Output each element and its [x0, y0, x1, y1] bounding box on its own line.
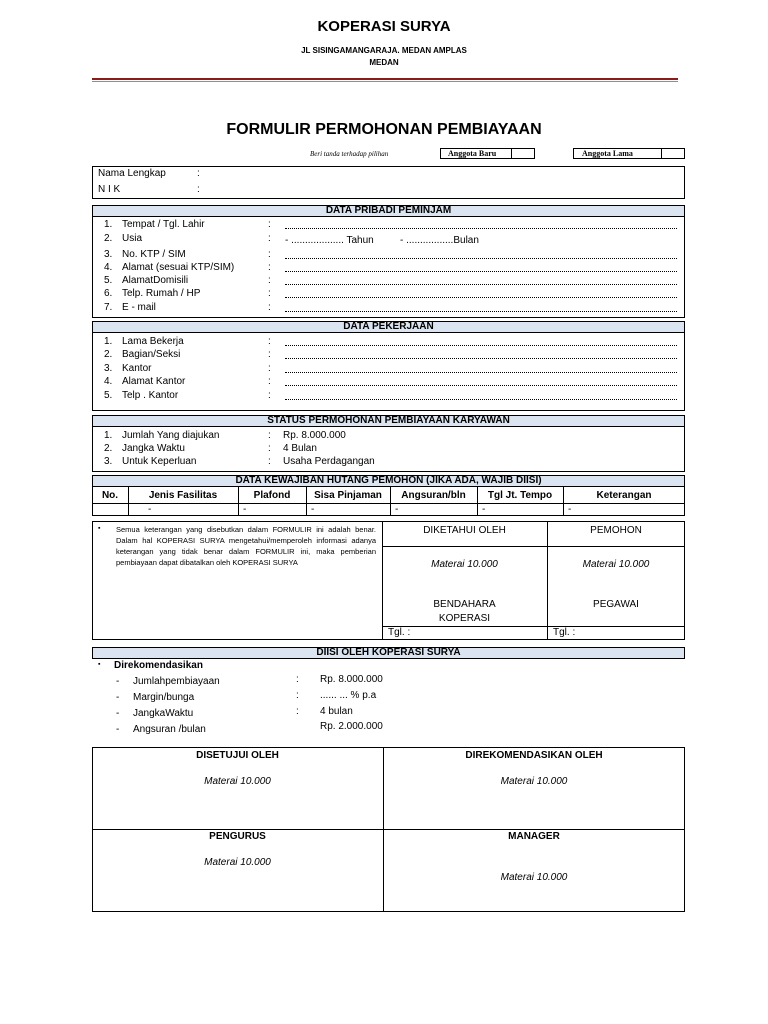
disetujui-label: DISETUJUI OLEH [196, 750, 279, 761]
status-value-1: Rp. 8.000.000 [283, 430, 346, 441]
rekom-colon-1: : [296, 674, 299, 685]
hutang-cell[interactable]: - [311, 504, 315, 515]
pekerjaan-num-2: 2. [104, 349, 113, 360]
pribadi-colon-1: : [268, 219, 271, 230]
pribadi-label-3: No. KTP / SIM [122, 249, 186, 260]
section-hutang-title: DATA KEWAJIBAN HUTANG PEMOHON (JIKA ADA, WAJIB DIISI) [92, 475, 685, 487]
hutang-cell[interactable]: - [243, 504, 247, 515]
pribadi-field-1[interactable] [285, 221, 677, 229]
pekerjaan-colon-5: : [268, 390, 271, 401]
pekerjaan-field-5[interactable] [285, 392, 677, 400]
pribadi-num-6: 6. [104, 288, 113, 299]
org-name: KOPERASI SURYA [317, 18, 451, 35]
materai-manager: Materai 10.000 [500, 872, 568, 883]
rekom-colon-3: : [296, 706, 299, 717]
status-value-3: Usaha Perdagangan [283, 456, 375, 467]
pribadi-field-5[interactable] [285, 277, 677, 285]
hutang-col-header: Tgl Jt. Tempo [487, 490, 553, 501]
status-colon-3: : [268, 456, 271, 467]
status-value-2: 4 Bulan [283, 443, 317, 454]
pengurus-label: PENGURUS [209, 831, 266, 842]
dash-icon: - [116, 692, 120, 703]
pribadi-label-2: Usia [122, 233, 143, 244]
hutang-col-header: Sisa Pinjaman [314, 490, 382, 501]
materai-diketahui: Materai 10.000 [431, 559, 498, 570]
rekom-value-3: 4 bulan [320, 706, 353, 717]
status-num-1: 1. [104, 430, 113, 441]
rekom-label-4: Angsuran /bulan [133, 724, 206, 735]
status-num-3: 3. [104, 456, 113, 467]
nik-label: N I K [98, 184, 121, 195]
section-pribadi-title: DATA PRIBADI PEMINJAM [92, 205, 685, 217]
pekerjaan-label-2: Bagian/Seksi [122, 349, 181, 360]
choice-hint: Beri tanda terhadap pilihan [310, 150, 389, 158]
pribadi-colon-2: : [268, 233, 271, 244]
pribadi-colon-7: : [268, 302, 271, 313]
bullet-icon: ▪ [98, 525, 101, 532]
pribadi-label-7: E - mail [122, 302, 156, 313]
pekerjaan-colon-2: : [268, 349, 271, 360]
header-divider-bottom [92, 81, 678, 82]
pekerjaan-num-5: 5. [104, 390, 113, 401]
pribadi-colon-6: : [268, 288, 271, 299]
pekerjaan-label-4: Alamat Kantor [122, 376, 186, 387]
pribadi-field-7[interactable] [285, 304, 677, 312]
pribadi-field-6[interactable] [285, 290, 677, 298]
materai-direkomendasikan: Materai 10.000 [500, 776, 568, 787]
diketahui-label: DIKETAHUI OLEH [423, 525, 506, 536]
pekerjaan-field-1[interactable] [285, 338, 677, 346]
form-title: FORMULIR PERMOHONAN PEMBIAYAAN [226, 121, 542, 138]
name-colon: : [197, 168, 200, 179]
tgl-diketahui-field[interactable]: Tgl. : [388, 627, 411, 638]
section-diisi-title: DIISI OLEH KOPERASI SURYA [92, 647, 685, 659]
hutang-cell[interactable]: - [148, 504, 152, 515]
option-anggota-lama-label: Anggota Lama [582, 149, 662, 158]
pribadi-field-3[interactable] [285, 251, 677, 259]
bendahara-label: BENDAHARA [433, 599, 496, 610]
option-anggota-baru-label: Anggota Baru [448, 149, 512, 158]
rekom-value-1: Rp. 8.000.000 [320, 674, 383, 685]
hutang-col-header: No. [101, 490, 119, 501]
rekom-value-4: Rp. 2.000.000 [320, 721, 383, 732]
bullet-icon: ▪ [98, 661, 101, 668]
pribadi-label-4: Alamat (sesuai KTP/SIM) [122, 262, 235, 273]
status-num-2: 2. [104, 443, 113, 454]
nik-colon: : [197, 184, 200, 195]
pekerjaan-colon-4: : [268, 376, 271, 387]
materai-pengurus: Materai 10.000 [204, 857, 271, 868]
pribadi-num-5: 5. [104, 275, 113, 286]
rekom-label-2: Margin/bunga [133, 692, 195, 703]
materai-disetujui: Materai 10.000 [204, 776, 271, 787]
pribadi-num-1: 1. [104, 219, 113, 230]
pribadi-num-3: 3. [104, 249, 113, 260]
pribadi-colon-5: : [268, 275, 271, 286]
rekom-label-3: JangkaWaktu [133, 708, 194, 719]
status-label-2: Jangka Waktu [122, 443, 185, 454]
pribadi-label-5: AlamatDomisili [122, 275, 189, 286]
status-colon-1: : [268, 430, 271, 441]
statement-divider [382, 626, 685, 627]
pekerjaan-num-3: 3. [104, 363, 113, 374]
bendahara-label-2: KOPERASI [438, 613, 491, 624]
option-anggota-baru[interactable] [440, 148, 535, 159]
status-label-1: Jumlah Yang diajukan [122, 430, 220, 441]
rekom-colon-2: : [296, 690, 299, 701]
hutang-col-header: Jenis Fasilitas [148, 490, 218, 501]
pribadi-label-6: Telp. Rumah / HP [122, 288, 201, 299]
pekerjaan-label-1: Lama Bekerja [122, 336, 184, 347]
approval-divider [92, 829, 685, 830]
option-anggota-lama[interactable] [573, 148, 685, 159]
dash-icon: - [116, 724, 120, 735]
name-label: Nama Lengkap [98, 168, 166, 179]
usia-bulan-field[interactable]: - .................Bulan [400, 235, 479, 246]
manager-label: MANAGER [508, 831, 560, 842]
hutang-cell[interactable]: - [482, 504, 486, 515]
section-status-title: STATUS PERMOHONAN PEMBIAYAAN KARYAWAN [92, 415, 685, 427]
pekerjaan-num-1: 1. [104, 336, 113, 347]
pribadi-num-4: 4. [104, 262, 113, 273]
pemohon-label: PEMOHON [590, 525, 642, 536]
hutang-col-header: Plafond [253, 490, 291, 501]
identity-box [92, 166, 685, 199]
pribadi-label-1: Tempat / Tgl. Lahir [122, 219, 205, 230]
statement-divider [547, 521, 548, 640]
rekom-value-2: ...... ... % p.a [320, 690, 377, 701]
org-address-line1: JL SISINGAMANGARAJA. MEDAN AMPLAS [301, 46, 467, 55]
statement-divider [382, 546, 685, 547]
pegawai-label: PEGAWAI [593, 599, 639, 610]
hutang-col-header: Keterangan [596, 490, 652, 501]
header-divider-top [92, 78, 678, 80]
pekerjaan-colon-1: : [268, 336, 271, 347]
status-label-3: Untuk Keperluan [122, 456, 197, 467]
dash-icon: - [116, 676, 120, 687]
direkomendasikan-label: DIREKOMENDASIKAN OLEH [465, 750, 603, 761]
pribadi-colon-4: : [268, 262, 271, 273]
pekerjaan-colon-3: : [268, 363, 271, 374]
pribadi-field-4[interactable] [285, 264, 677, 272]
hutang-row-divider [92, 503, 685, 504]
pekerjaan-label-3: Kantor [122, 363, 152, 374]
hutang-col-header: Angsuran/bln [401, 490, 466, 501]
section-pekerjaan-title: DATA PEKERJAAN [92, 321, 685, 333]
rekom-label-1: Jumlahpembiayaan [133, 676, 220, 687]
pekerjaan-field-3[interactable] [285, 365, 677, 373]
usia-tahun-field[interactable]: - ................... Tahun [285, 235, 374, 246]
pribadi-colon-3: : [268, 249, 271, 260]
materai-pemohon: Materai 10.000 [582, 559, 650, 570]
pekerjaan-label-5: Telp . Kantor [122, 390, 179, 401]
pekerjaan-field-4[interactable] [285, 378, 677, 386]
direkomendasikan-heading: Direkomendasikan [114, 660, 203, 671]
status-colon-2: : [268, 443, 271, 454]
pribadi-num-2: 2. [104, 233, 113, 244]
hutang-cell[interactable]: - [395, 504, 399, 515]
pribadi-num-7: 7. [104, 302, 113, 313]
tgl-pemohon-field[interactable]: Tgl. : [553, 627, 576, 638]
hutang-cell[interactable]: - [568, 504, 572, 515]
org-address-line2: MEDAN [369, 58, 399, 67]
dash-icon: - [116, 708, 120, 719]
pekerjaan-field-2[interactable] [285, 351, 677, 359]
pekerjaan-num-4: 4. [104, 376, 113, 387]
statement-text: Semua keterangan yang disebutkan dalam FORMULIR ini adalah benar. Dalam hal KOPERASI SURYA mengetahui/memperoleh informasi adanya keterangan yang tidak benar dalam FORMULIR ini, maka pemberian pembiayaan dapat dibatalkan oleh KOPERASI SURYA [116, 525, 376, 567]
